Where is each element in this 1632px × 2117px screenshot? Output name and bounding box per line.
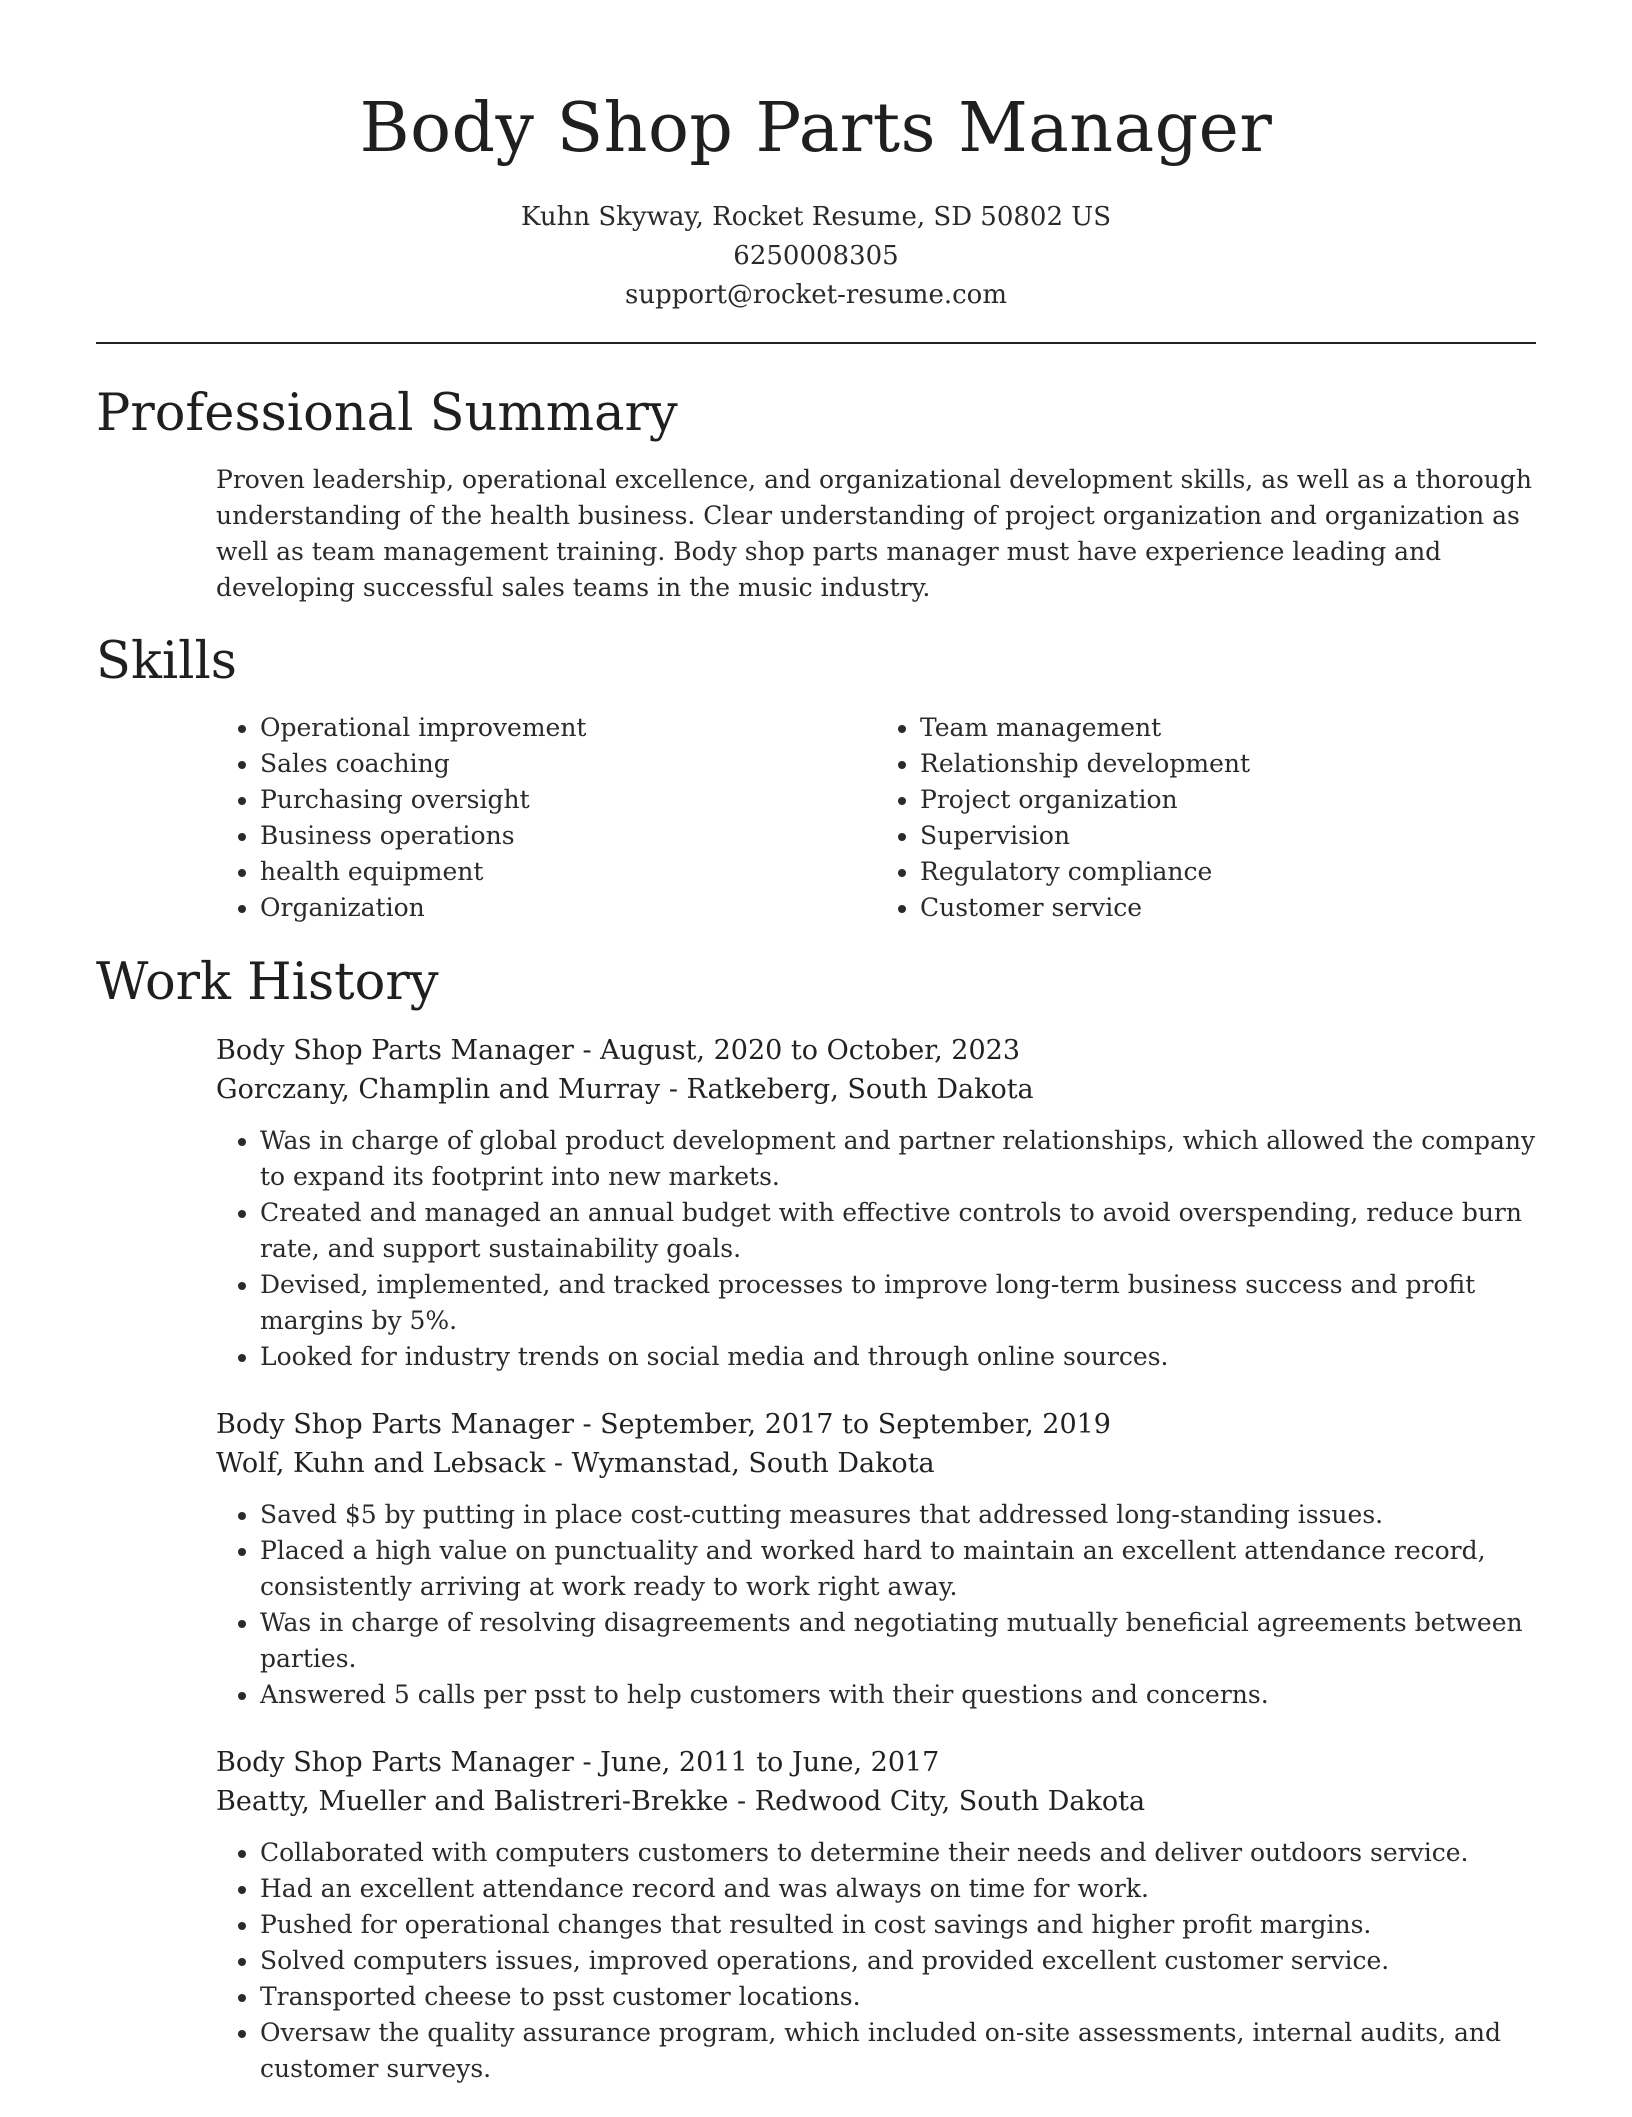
- job-dates: - September, 2017 to September, 2019: [573, 1409, 1111, 1440]
- job-bullets: [216, 1497, 1546, 1713]
- job-bullet: • Placed a high value on punctuality and worked hard to maintain an excellent attendance record, consistently arriving at work ready to work right away.: [260, 1533, 1546, 1605]
- skill-item: • Team management: [920, 710, 1536, 746]
- job-title-line: [216, 1031, 1546, 1070]
- phone: 6250008305: [733, 241, 899, 271]
- skill-item: • Relationship development: [920, 746, 1536, 782]
- job-company-line: [216, 1782, 1546, 1821]
- skill-item: • Regulatory compliance: [920, 854, 1536, 890]
- job-bullet: • Collaborated with computers customers to determine their needs and deliver outdoors service.: [260, 1835, 1546, 1871]
- job-bullet: • Pushed for operational changes that resulted in cost savings and higher profit margins.: [260, 1907, 1546, 1943]
- job-bullet: • Solved computers issues, improved operations, and provided excellent customer service.: [260, 1943, 1546, 1979]
- job-role: Body Shop Parts Manager: [216, 1409, 574, 1440]
- job-bullet: • Oversaw the quality assurance program, which included on-site assessments, internal audits, and customer surveys.: [260, 2015, 1546, 2087]
- skill-item: • health equipment: [260, 854, 876, 890]
- work-history-list: [216, 1031, 1546, 2117]
- job-bullet: • Saved $5 by putting in place cost-cutting measures that addressed long-standing issues.: [260, 1497, 1546, 1533]
- job-bullet: • Looked for industry trends on social media and through online sources.: [260, 1339, 1546, 1375]
- work-history-heading: Work History: [96, 953, 439, 1012]
- job-location: - Redwood City, South Dakota: [728, 1786, 1146, 1817]
- job-bullets: [216, 1835, 1546, 2087]
- job-bullets: [216, 1123, 1546, 1375]
- job-company-line: [216, 1070, 1546, 1109]
- job-bullet: • Answered 5 calls per psst to help customers with their questions and concerns.: [260, 1677, 1546, 1713]
- skill-item: • Purchasing oversight: [260, 782, 876, 818]
- skills-heading: Skills: [96, 632, 237, 691]
- resume-header: [0, 0, 1632, 315]
- job-bullet: • Was in charge of resolving disagreements and negotiating mutually beneficial agreements between parties.: [260, 1605, 1546, 1677]
- job-location: - Wymanstad, South Dakota: [545, 1448, 935, 1479]
- skills-column-left: [216, 710, 876, 926]
- job-location: - Ratkeberg, South Dakota: [660, 1074, 1034, 1105]
- summary-text: Proven leadership, operational excellence, and organizational development skills, as well as a thorough understanding of the health business. Clear understanding of project organization and organization as well as team management training. Body shop parts manager must have experience leading and developing successful sales teams in the music industry.: [216, 465, 1532, 602]
- candidate-name: Body Shop Parts Manager: [359, 89, 1273, 168]
- job-company: Wolf, Kuhn and Lebsack: [216, 1448, 546, 1479]
- job-bullet: • Devised, implemented, and tracked processes to improve long-term business success and profit margins by 5%.: [260, 1267, 1546, 1339]
- skills-column-right: [876, 710, 1536, 926]
- job-dates: - August, 2020 to October, 2023: [573, 1035, 1021, 1066]
- job-bullet: • Created and managed an annual budget with effective controls to avoid overspending, reduce burn rate, and support sustainability goals.: [260, 1195, 1546, 1267]
- email: support@rocket-resume.com: [624, 280, 1007, 310]
- summary-heading: Professional Summary: [96, 384, 678, 443]
- skill-item: • Supervision: [920, 818, 1536, 854]
- skill-item: • Sales coaching: [260, 746, 876, 782]
- job-dates: - June, 2011 to June, 2017: [573, 1747, 940, 1778]
- contact-info: [0, 198, 1632, 315]
- skill-item: • Customer service: [920, 890, 1536, 926]
- skills-list: [216, 710, 1536, 926]
- job-entry: [216, 1405, 1546, 1713]
- job-entry: [216, 1031, 1546, 1375]
- job-role: Body Shop Parts Manager: [216, 1747, 574, 1778]
- job-company: Beatty, Mueller and Balistreri-Brekke: [216, 1786, 729, 1817]
- job-bullet: • Transported cheese to psst customer locations.: [260, 1979, 1546, 2015]
- header-divider: [96, 342, 1536, 344]
- skill-item: • Business operations: [260, 818, 876, 854]
- job-role: Body Shop Parts Manager: [216, 1035, 574, 1066]
- address: Kuhn Skyway, Rocket Resume, SD 50802 US: [520, 202, 1111, 232]
- skill-item: • Project organization: [920, 782, 1536, 818]
- skill-item: • Organization: [260, 890, 876, 926]
- job-bullet: • Was in charge of global product development and partner relationships, which allowed the company to expand its footprint into new markets.: [260, 1123, 1546, 1195]
- job-title-line: [216, 1743, 1546, 1782]
- job-company-line: [216, 1444, 1546, 1483]
- job-company: Gorczany, Champlin and Murray: [216, 1074, 661, 1105]
- job-title-line: [216, 1405, 1546, 1444]
- job-bullet: • Had an excellent attendance record and was always on time for work.: [260, 1871, 1546, 1907]
- job-entry: [216, 1743, 1546, 2087]
- skill-item: • Operational improvement: [260, 710, 876, 746]
